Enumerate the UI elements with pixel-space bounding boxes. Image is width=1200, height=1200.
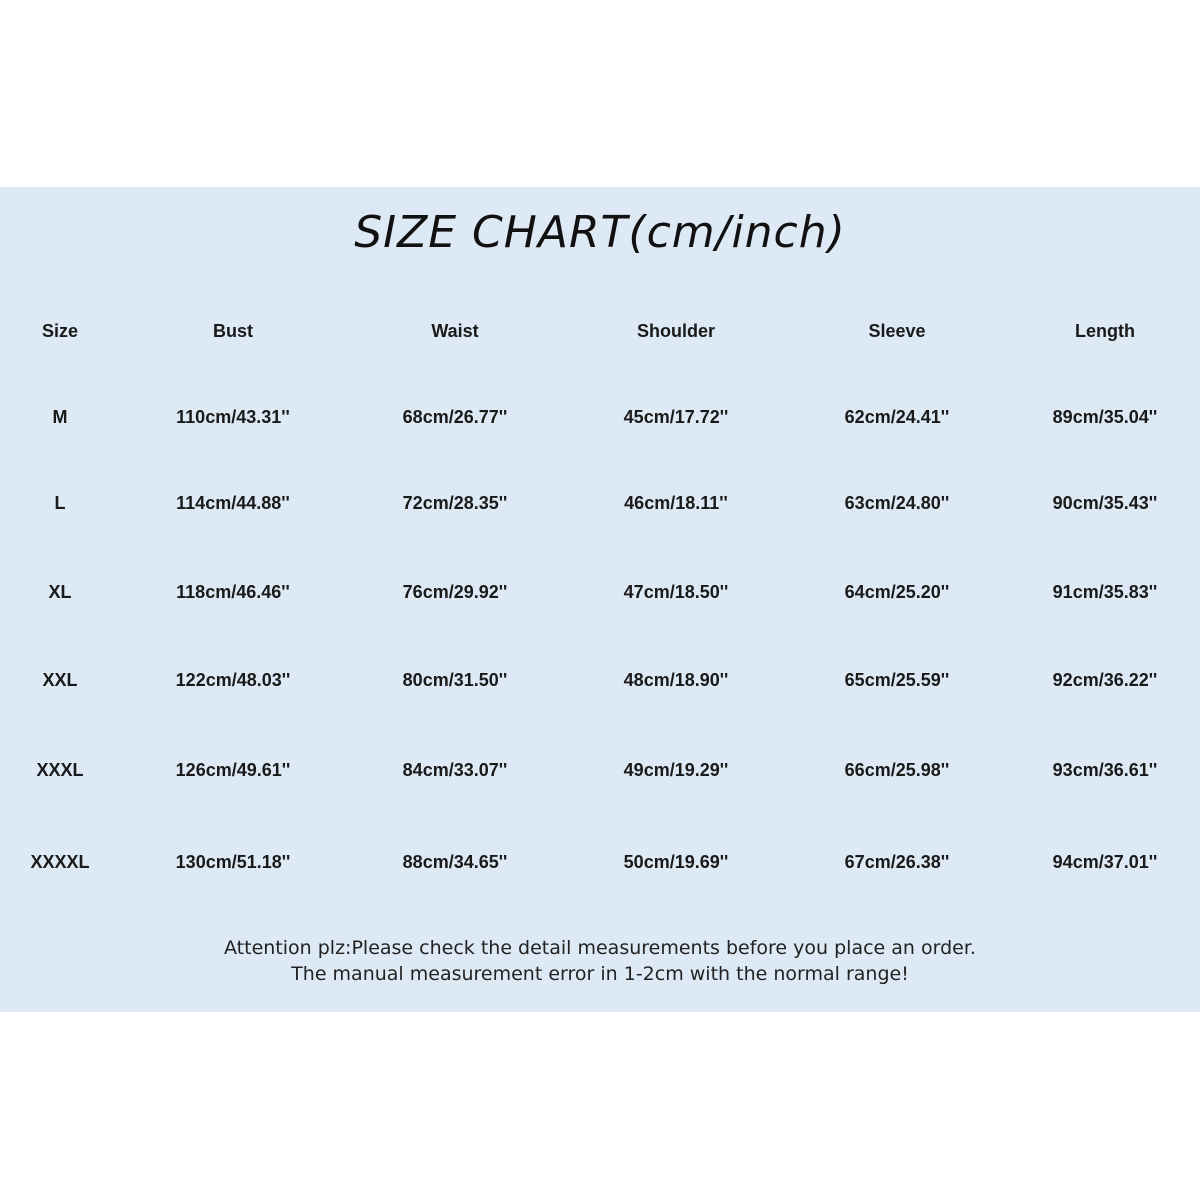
cell-length: 93cm/36.61'' (1052, 760, 1158, 780)
cell-size: L (54, 493, 66, 513)
cell-size: XXXL (36, 760, 84, 780)
table-row-xl (0, 572, 1200, 612)
cell-size: XL (48, 582, 72, 602)
cell-sleeve: 64cm/25.20'' (844, 582, 950, 602)
cell-length: 94cm/37.01'' (1052, 852, 1158, 872)
header-length: Length (1075, 321, 1135, 341)
cell-length: 92cm/36.22'' (1052, 670, 1158, 690)
table-row-xxxl (0, 750, 1200, 790)
chart-title: SIZE CHART(cm/inch) (354, 207, 846, 258)
cell-size: XXL (42, 670, 78, 690)
cell-waist: 76cm/29.92'' (402, 582, 508, 602)
cell-bust: 130cm/51.18'' (175, 852, 291, 872)
header-sleeve: Sleeve (868, 321, 926, 341)
cell-bust: 126cm/49.61'' (175, 760, 291, 780)
attention-note: Attention plz:Please check the detail measurements before you place an order. (224, 937, 976, 959)
header-bust: Bust (213, 321, 253, 341)
cell-shoulder: 47cm/18.50'' (623, 582, 729, 602)
cell-bust: 114cm/44.88'' (176, 493, 290, 513)
cell-size: XXXXL (30, 852, 90, 872)
cell-waist: 68cm/26.77'' (402, 407, 508, 427)
cell-waist: 80cm/31.50'' (402, 670, 508, 690)
table-row-l (0, 483, 1200, 523)
cell-sleeve: 67cm/26.38'' (844, 852, 950, 872)
table-row-m (0, 397, 1200, 437)
cell-size: M (52, 407, 68, 427)
table-row-xxl (0, 660, 1200, 700)
cell-sleeve: 63cm/24.80'' (844, 493, 950, 513)
cell-length: 91cm/35.83'' (1052, 582, 1158, 602)
table-row-xxxxl (0, 842, 1200, 882)
cell-shoulder: 45cm/17.72'' (623, 407, 729, 427)
header-shoulder: Shoulder (636, 321, 715, 341)
cell-sleeve: 66cm/25.98'' (844, 760, 950, 780)
cell-shoulder: 50cm/19.69'' (623, 852, 729, 872)
cell-shoulder: 46cm/18.11'' (624, 493, 728, 513)
cell-bust: 118cm/46.46'' (176, 582, 290, 602)
measurement-error-note: The manual measurement error in 1-2cm with the normal range! (291, 963, 909, 985)
header-size: Size (41, 321, 79, 341)
cell-bust: 122cm/48.03'' (175, 670, 291, 690)
cell-shoulder: 48cm/18.90'' (623, 670, 729, 690)
cell-shoulder: 49cm/19.29'' (623, 760, 729, 780)
cell-waist: 72cm/28.35'' (402, 493, 508, 513)
cell-length: 90cm/35.43'' (1052, 493, 1158, 513)
header-waist: Waist (431, 321, 479, 341)
cell-sleeve: 62cm/24.41'' (844, 407, 950, 427)
cell-sleeve: 65cm/25.59'' (844, 670, 950, 690)
cell-bust: 110cm/43.31'' (176, 407, 290, 427)
cell-waist: 84cm/33.07'' (402, 760, 508, 780)
cell-waist: 88cm/34.65'' (402, 852, 508, 872)
table-header-row (0, 311, 1200, 351)
cell-length: 89cm/35.04'' (1052, 407, 1158, 427)
